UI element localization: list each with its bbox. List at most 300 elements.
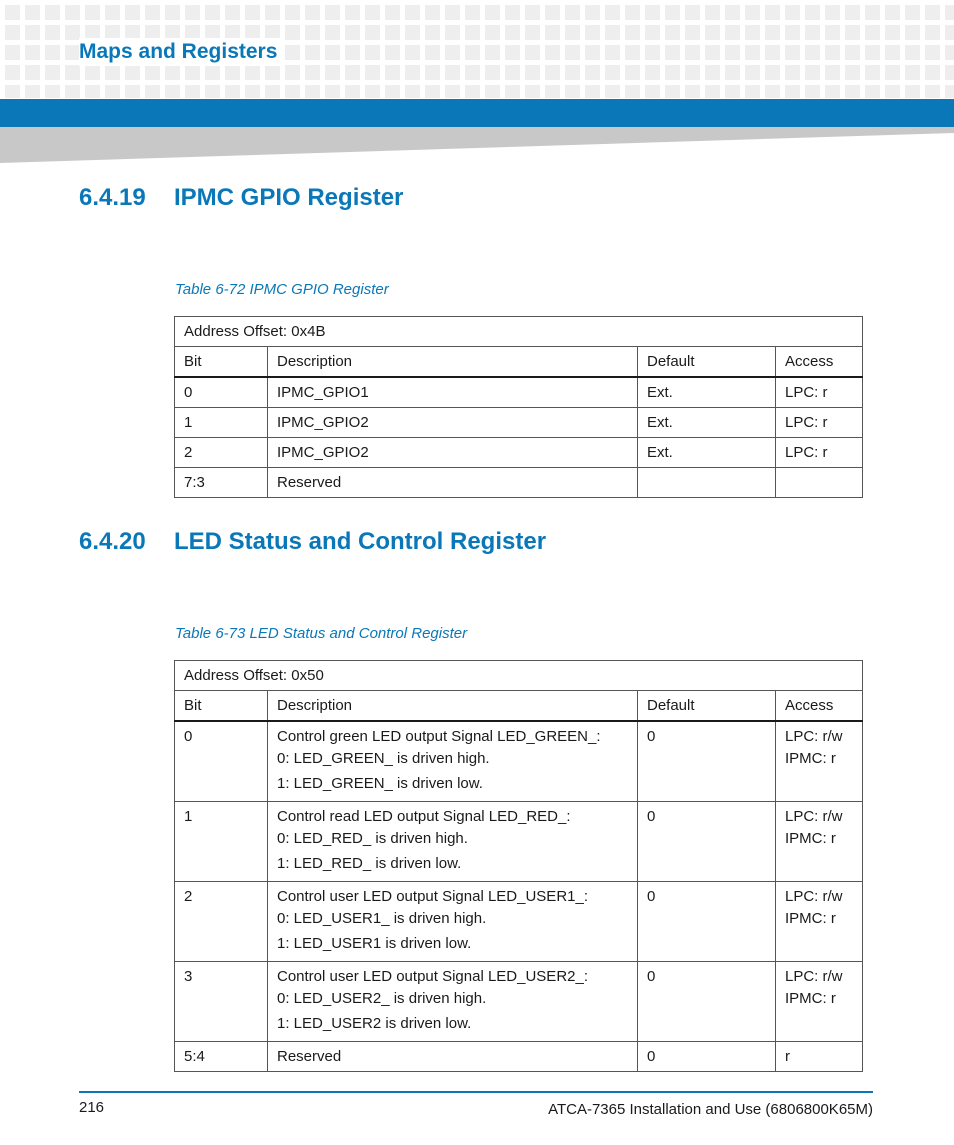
pattern-square <box>765 85 780 98</box>
pattern-square <box>345 45 360 60</box>
pattern-square <box>245 65 260 80</box>
pattern-square <box>185 65 200 80</box>
footer-rule <box>79 1091 873 1093</box>
pattern-square <box>365 45 380 60</box>
description-line: IPMC_GPIO1 <box>277 384 369 401</box>
cell-description <box>268 468 638 498</box>
pattern-square <box>545 65 560 80</box>
pattern-square <box>325 85 340 98</box>
pattern-square <box>725 5 740 20</box>
pattern-square <box>725 25 740 40</box>
access-line: LPC: r/w <box>785 808 843 825</box>
pattern-square <box>785 45 800 60</box>
pattern-square <box>285 25 300 40</box>
address-offset: Address Offset: 0x50 <box>175 661 863 691</box>
access-line: IPMC: r <box>785 990 836 1007</box>
cell-bit: 2 <box>175 438 268 468</box>
pattern-square <box>285 85 300 98</box>
pattern-square <box>805 85 820 98</box>
access-line: LPC: r <box>785 444 828 461</box>
pattern-square <box>165 85 180 98</box>
pattern-square <box>605 65 620 80</box>
pattern-square <box>525 5 540 20</box>
pattern-square <box>45 25 60 40</box>
pattern-square <box>265 5 280 20</box>
pattern-square <box>625 5 640 20</box>
pattern-square <box>645 5 660 20</box>
pattern-square <box>705 45 720 60</box>
description-line: 1: LED_USER1 is driven low. <box>277 935 472 952</box>
pattern-square <box>945 65 954 80</box>
table-row <box>175 882 863 962</box>
pattern-square <box>265 65 280 80</box>
pattern-square <box>485 65 500 80</box>
pattern-square <box>765 65 780 80</box>
pattern-square <box>45 85 60 98</box>
pattern-square <box>825 65 840 80</box>
table-caption: Table 6-72 IPMC GPIO Register <box>175 281 389 298</box>
section-number: 6.4.19 <box>79 184 146 211</box>
access-line: LPC: r <box>785 384 828 401</box>
cell-access <box>776 1042 863 1072</box>
access-line: r <box>785 1048 790 1065</box>
pattern-square <box>685 5 700 20</box>
pattern-square <box>525 25 540 40</box>
pattern-square <box>745 85 760 98</box>
register-table-ipmc-gpio <box>174 316 863 498</box>
pattern-square <box>285 65 300 80</box>
pattern-square <box>405 45 420 60</box>
description-line: IPMC_GPIO2 <box>277 444 369 461</box>
pattern-square <box>805 5 820 20</box>
cell-description <box>268 438 638 468</box>
cell-access <box>776 802 863 882</box>
pattern-square <box>205 65 220 80</box>
access-line: IPMC: r <box>785 750 836 767</box>
pattern-square <box>305 45 320 60</box>
pattern-square <box>205 5 220 20</box>
pattern-square <box>65 5 80 20</box>
table-header-row <box>175 691 863 722</box>
pattern-square <box>145 85 160 98</box>
pattern-square <box>945 5 954 20</box>
pattern-square <box>865 25 880 40</box>
description-line: Control green LED output Signal LED_GREEN_: <box>277 728 601 745</box>
cell-access <box>776 408 863 438</box>
pattern-square <box>5 25 20 40</box>
pattern-square <box>885 25 900 40</box>
pattern-square <box>925 25 940 40</box>
cell-bit: 7:3 <box>175 468 268 498</box>
pattern-square <box>825 25 840 40</box>
pattern-square <box>845 5 860 20</box>
pattern-square <box>745 65 760 80</box>
cell-bit: 2 <box>175 882 268 962</box>
table-row <box>175 408 863 438</box>
pattern-square <box>565 45 580 60</box>
pattern-square <box>385 45 400 60</box>
pattern-square <box>365 5 380 20</box>
pattern-square <box>745 25 760 40</box>
pattern-square <box>925 85 940 98</box>
cell-description <box>268 1042 638 1072</box>
pattern-square <box>585 5 600 20</box>
cell-access <box>776 721 863 802</box>
pattern-square <box>285 5 300 20</box>
pattern-square <box>685 45 700 60</box>
cell-default: 0 <box>638 882 776 962</box>
pattern-square <box>305 5 320 20</box>
pattern-square <box>305 65 320 80</box>
access-line: IPMC: r <box>785 910 836 927</box>
column-header-description: Description <box>268 347 638 378</box>
cell-bit: 0 <box>175 721 268 802</box>
document-title: ATCA-7365 Installation and Use (6806800K65M) <box>548 1101 873 1118</box>
pattern-square <box>545 5 560 20</box>
pattern-square <box>605 5 620 20</box>
pattern-square <box>345 65 360 80</box>
pattern-square <box>785 25 800 40</box>
column-header-description: Description <box>268 691 638 722</box>
section-number: 6.4.20 <box>79 528 146 555</box>
pattern-square <box>425 45 440 60</box>
pattern-square <box>725 45 740 60</box>
pattern-square <box>345 5 360 20</box>
pattern-square <box>725 65 740 80</box>
pattern-square <box>445 65 460 80</box>
section-heading-ipmc-gpio <box>79 184 403 212</box>
pattern-square <box>385 5 400 20</box>
register-table-led-status <box>174 660 863 1072</box>
description-line: 0: LED_GREEN_ is driven high. <box>277 750 490 767</box>
pattern-square <box>145 5 160 20</box>
pattern-square <box>525 85 540 98</box>
pattern-square <box>25 85 40 98</box>
table-row <box>175 721 863 802</box>
pattern-square <box>585 25 600 40</box>
pattern-square <box>365 65 380 80</box>
cell-default: Ext. <box>638 438 776 468</box>
pattern-square <box>645 85 660 98</box>
pattern-square <box>205 85 220 98</box>
description-line: 0: LED_USER1_ is driven high. <box>277 910 487 927</box>
pattern-square <box>145 65 160 80</box>
pattern-square <box>865 65 880 80</box>
pattern-square <box>45 65 60 80</box>
access-line: LPC: r/w <box>785 728 843 745</box>
table-caption: Table 6-73 LED Status and Control Register <box>175 625 468 642</box>
pattern-square <box>645 65 660 80</box>
column-header-default: Default <box>638 347 776 378</box>
pattern-square <box>85 5 100 20</box>
pattern-square <box>25 25 40 40</box>
pattern-square <box>725 85 740 98</box>
column-header-bit: Bit <box>175 347 268 378</box>
pattern-square <box>845 65 860 80</box>
pattern-square <box>325 65 340 80</box>
pattern-square <box>625 85 640 98</box>
pattern-square <box>825 45 840 60</box>
pattern-square <box>705 5 720 20</box>
pattern-square <box>85 65 100 80</box>
pattern-square <box>765 45 780 60</box>
pattern-square <box>845 85 860 98</box>
pattern-square <box>125 65 140 80</box>
page-number: 216 <box>79 1099 105 1116</box>
description-line: Reserved <box>277 1048 342 1065</box>
pattern-square <box>25 5 40 20</box>
pattern-square <box>785 5 800 20</box>
pattern-square <box>765 5 780 20</box>
pattern-square <box>5 85 20 98</box>
pattern-square <box>545 85 560 98</box>
pattern-square <box>505 85 520 98</box>
pattern-square <box>25 45 40 60</box>
pattern-square <box>305 85 320 98</box>
table-row <box>175 962 863 1042</box>
pattern-square <box>405 5 420 20</box>
access-line: LPC: r/w <box>785 888 843 905</box>
table-row <box>175 802 863 882</box>
pattern-square <box>385 65 400 80</box>
cell-access <box>776 468 863 498</box>
pattern-square <box>785 65 800 80</box>
pattern-square <box>905 25 920 40</box>
pattern-square <box>945 45 954 60</box>
pattern-square <box>5 65 20 80</box>
pattern-square <box>805 45 820 60</box>
cell-description <box>268 408 638 438</box>
pattern-square <box>465 25 480 40</box>
pattern-square <box>865 85 880 98</box>
pattern-square <box>45 45 60 60</box>
pattern-square <box>885 85 900 98</box>
pattern-square <box>125 85 140 98</box>
cell-bit: 3 <box>175 962 268 1042</box>
cell-bit: 1 <box>175 408 268 438</box>
pattern-square <box>585 45 600 60</box>
pattern-square <box>5 5 20 20</box>
cell-description <box>268 721 638 802</box>
pattern-square <box>925 65 940 80</box>
cell-access <box>776 438 863 468</box>
pattern-square <box>465 65 480 80</box>
pattern-square <box>605 45 620 60</box>
pattern-square <box>125 5 140 20</box>
cell-access <box>776 882 863 962</box>
pattern-square <box>445 25 460 40</box>
pattern-square <box>505 65 520 80</box>
pattern-square <box>625 45 640 60</box>
pattern-square <box>625 25 640 40</box>
section-title: LED Status and Control Register <box>174 528 547 555</box>
pattern-square <box>945 25 954 40</box>
cell-bit: 1 <box>175 802 268 882</box>
pattern-square <box>285 45 300 60</box>
pattern-square <box>705 85 720 98</box>
pattern-square <box>685 85 700 98</box>
cell-default: 0 <box>638 802 776 882</box>
pattern-square <box>865 45 880 60</box>
pattern-square <box>425 65 440 80</box>
cell-default: Ext. <box>638 377 776 408</box>
address-offset: Address Offset: 0x4B <box>175 317 863 347</box>
pattern-square <box>765 25 780 40</box>
pattern-square <box>245 5 260 20</box>
pattern-square <box>925 45 940 60</box>
pattern-square <box>905 5 920 20</box>
pattern-square <box>405 65 420 80</box>
pattern-square <box>65 85 80 98</box>
pattern-square <box>325 5 340 20</box>
pattern-square <box>685 65 700 80</box>
pattern-square <box>385 85 400 98</box>
column-header-bit: Bit <box>175 691 268 722</box>
pattern-square <box>505 5 520 20</box>
cell-access <box>776 962 863 1042</box>
access-line: IPMC: r <box>785 830 836 847</box>
pattern-square <box>545 25 560 40</box>
description-line: IPMC_GPIO2 <box>277 414 369 431</box>
pattern-square <box>665 85 680 98</box>
access-line: LPC: r <box>785 414 828 431</box>
pattern-square <box>845 45 860 60</box>
pattern-square <box>825 5 840 20</box>
pattern-square <box>625 65 640 80</box>
pattern-square <box>565 5 580 20</box>
cell-default: 0 <box>638 721 776 802</box>
pattern-square <box>25 65 40 80</box>
column-header-access: Access <box>776 691 863 722</box>
cell-bit: 0 <box>175 377 268 408</box>
column-header-default: Default <box>638 691 776 722</box>
column-header-access: Access <box>776 347 863 378</box>
pattern-square <box>85 85 100 98</box>
pattern-square <box>105 5 120 20</box>
cell-description <box>268 802 638 882</box>
table-row <box>175 468 863 498</box>
pattern-square <box>405 85 420 98</box>
description-line: 1: LED_RED_ is driven low. <box>277 855 462 872</box>
pattern-square <box>65 25 80 40</box>
pattern-square <box>485 5 500 20</box>
pattern-square <box>225 5 240 20</box>
table-row <box>175 377 863 408</box>
pattern-square <box>485 85 500 98</box>
cell-description <box>268 962 638 1042</box>
pattern-square <box>505 45 520 60</box>
pattern-square <box>665 25 680 40</box>
description-line: Control user LED output Signal LED_USER1_: <box>277 888 589 905</box>
pattern-square <box>45 5 60 20</box>
cell-default <box>638 468 776 498</box>
description-line: Reserved <box>277 474 342 491</box>
header-band <box>0 99 954 127</box>
pattern-square <box>885 45 900 60</box>
pattern-square <box>605 25 620 40</box>
pattern-square <box>185 5 200 20</box>
pattern-square <box>305 25 320 40</box>
pattern-square <box>345 25 360 40</box>
pattern-square <box>845 25 860 40</box>
table-header-row <box>175 347 863 378</box>
pattern-square <box>745 5 760 20</box>
pattern-square <box>465 85 480 98</box>
description-line: 1: LED_USER2 is driven low. <box>277 1015 472 1032</box>
pattern-square <box>705 65 720 80</box>
pattern-square <box>565 25 580 40</box>
cell-default: Ext. <box>638 408 776 438</box>
pattern-square <box>425 25 440 40</box>
pattern-square <box>905 45 920 60</box>
pattern-square <box>465 5 480 20</box>
section-heading-led-status <box>79 528 546 556</box>
description-line: Control user LED output Signal LED_USER2_: <box>277 968 589 985</box>
chapter-title: Maps and Registers <box>79 38 281 66</box>
cell-description <box>268 882 638 962</box>
description-line: 1: LED_GREEN_ is driven low. <box>277 775 483 792</box>
pattern-square <box>445 85 460 98</box>
pattern-square <box>245 85 260 98</box>
pattern-square <box>525 45 540 60</box>
pattern-square <box>365 25 380 40</box>
description-line: 0: LED_USER2_ is driven high. <box>277 990 487 1007</box>
pattern-square <box>825 85 840 98</box>
pattern-square <box>805 65 820 80</box>
pattern-square <box>345 85 360 98</box>
pattern-square <box>105 85 120 98</box>
pattern-square <box>865 5 880 20</box>
pattern-square <box>265 85 280 98</box>
pattern-square <box>325 45 340 60</box>
pattern-square <box>225 85 240 98</box>
pattern-square <box>405 25 420 40</box>
cell-access <box>776 377 863 408</box>
section-title: IPMC GPIO Register <box>174 184 404 211</box>
pattern-square <box>445 5 460 20</box>
pattern-square <box>905 85 920 98</box>
description-line: 0: LED_RED_ is driven high. <box>277 830 468 847</box>
access-line <box>785 473 854 492</box>
pattern-square <box>565 85 580 98</box>
pattern-square <box>65 45 80 60</box>
pattern-square <box>105 65 120 80</box>
pattern-square <box>485 25 500 40</box>
pattern-square <box>545 45 560 60</box>
pattern-square <box>5 45 20 60</box>
pattern-square <box>585 85 600 98</box>
pattern-square <box>925 5 940 20</box>
pattern-square <box>525 65 540 80</box>
pattern-square <box>485 45 500 60</box>
pattern-square <box>225 65 240 80</box>
pattern-square <box>905 65 920 80</box>
pattern-square <box>785 85 800 98</box>
description-line: Control read LED output Signal LED_RED_: <box>277 808 571 825</box>
pattern-square <box>945 85 954 98</box>
cell-default: 0 <box>638 962 776 1042</box>
pattern-square <box>665 65 680 80</box>
pattern-square <box>425 5 440 20</box>
pattern-square <box>165 5 180 20</box>
table-row <box>175 1042 863 1072</box>
pattern-square <box>645 25 660 40</box>
pattern-square <box>445 45 460 60</box>
pattern-square <box>465 45 480 60</box>
pattern-square <box>325 25 340 40</box>
pattern-square <box>885 65 900 80</box>
pattern-square <box>745 45 760 60</box>
